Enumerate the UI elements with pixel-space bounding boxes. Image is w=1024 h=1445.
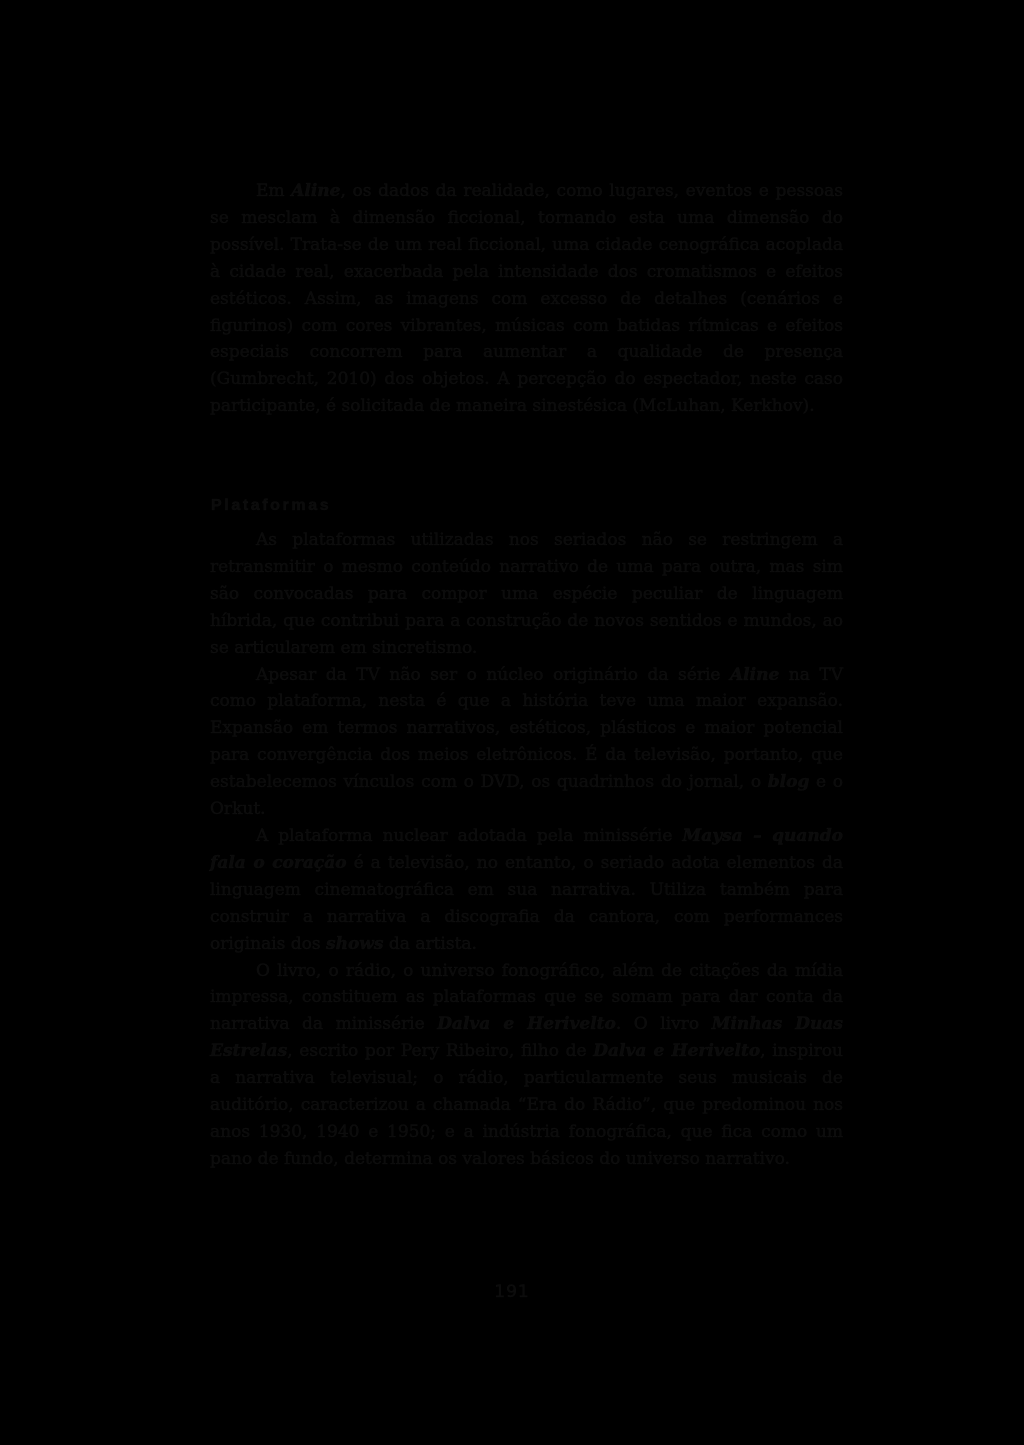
paragraph-dalva-herivelto bbox=[210, 958, 843, 1173]
italic-title: Dalva e Herivelto bbox=[593, 1041, 761, 1062]
text-span: , escrito por Pery Ribeiro, filho de bbox=[287, 1041, 594, 1062]
section-heading: Plataformas bbox=[211, 497, 332, 514]
text-block-intro bbox=[210, 178, 843, 420]
italic-title: Dalva e Herivelto bbox=[437, 1014, 616, 1035]
text-span: Em bbox=[256, 181, 292, 201]
italic-term: blog bbox=[767, 772, 810, 793]
text-span: , inspirou a narrativa televisual; o rádio, particularmente seus musicais de auditório, caracterizou a chamada “Era do Rádio”, que predominou nos anos 1930, 1940 e 1950; e a indústria fonográfica, que fica como um pano de fundo, determina os valores básicos do universo narrativo. bbox=[210, 1041, 843, 1169]
page-number: 191 bbox=[494, 1282, 530, 1302]
paragraph-maysa bbox=[210, 823, 843, 958]
italic-term: shows bbox=[326, 933, 384, 954]
italic-title: Maysa – quando fala o coração bbox=[210, 825, 843, 873]
text-span: , os dados da realidade, como lugares, eventos e pessoas se mesclam à dimensão ficcional, tornando esta uma dimensão do possível. Trata-se de um real ficcional, uma cidade cenográfica acoplada à cidade real, exacerbada pela intensidade dos cromatismos e efeitos estéticos. Assim, as imagens com excesso de detalhes (cenários e figurinos) com cores vibrantes, músicas com batidas rítmicas e efeitos especiais concorrem para aumentar a qualidade de presença (Gumbrecht, 2010) dos objetos. A percepção do espectador, neste caso participante, é solicitada de maneira sinestésica (McLuhan, Kerkhov). bbox=[210, 181, 843, 417]
text-block-platforms bbox=[210, 527, 843, 1173]
paragraph-aline-reality bbox=[210, 178, 843, 420]
text-span: e o Orkut. bbox=[210, 772, 843, 820]
text-span: . O livro bbox=[615, 1014, 712, 1035]
text-span: na TV como plataforma, nesta é que a história teve uma maior expansão. Expansão em termos narrativos, estéticos, plásticos e maior potencial para convergência dos meios eletrônicos. É da televisão, portanto, que estabelecemos vínculos com o DVD, os quadrinhos do jornal, o bbox=[210, 664, 843, 793]
text-span: O livro, o rádio, o universo fonográfico, além de citações da mídia impressa, constituem as plataformas que se somam para dar conta da narrativa da minissérie bbox=[210, 960, 843, 1035]
italic-title: Aline bbox=[291, 181, 341, 201]
italic-title: Minhas Duas Estrelas bbox=[210, 1014, 843, 1062]
text-span: A plataforma nuclear adotada pela minissérie bbox=[256, 825, 683, 846]
paragraph-aline-tv bbox=[210, 662, 843, 823]
italic-title: Aline bbox=[729, 664, 780, 685]
text-span: da artista. bbox=[383, 933, 477, 954]
text-span: é a televisão, no entanto, o seriado adota elementos da linguagem cinematográfica em sua narrativa. Utiliza também para construir a narrativa a discografia da cantora, com performances originais dos bbox=[210, 852, 844, 954]
text-span: Apesar da TV não ser o núcleo originário da série bbox=[256, 664, 730, 685]
paragraph-platforms-intro: As plataformas utilizadas nos seriados não se restringem a retransmitir o mesmo conteúdo narrativo de uma para outra, mas sim são convocadas para compor uma espécie peculiar de linguagem híbrida, que contribui para a construção de novos sentidos e mundos, ao se articularem em sincretismo. bbox=[210, 530, 843, 658]
